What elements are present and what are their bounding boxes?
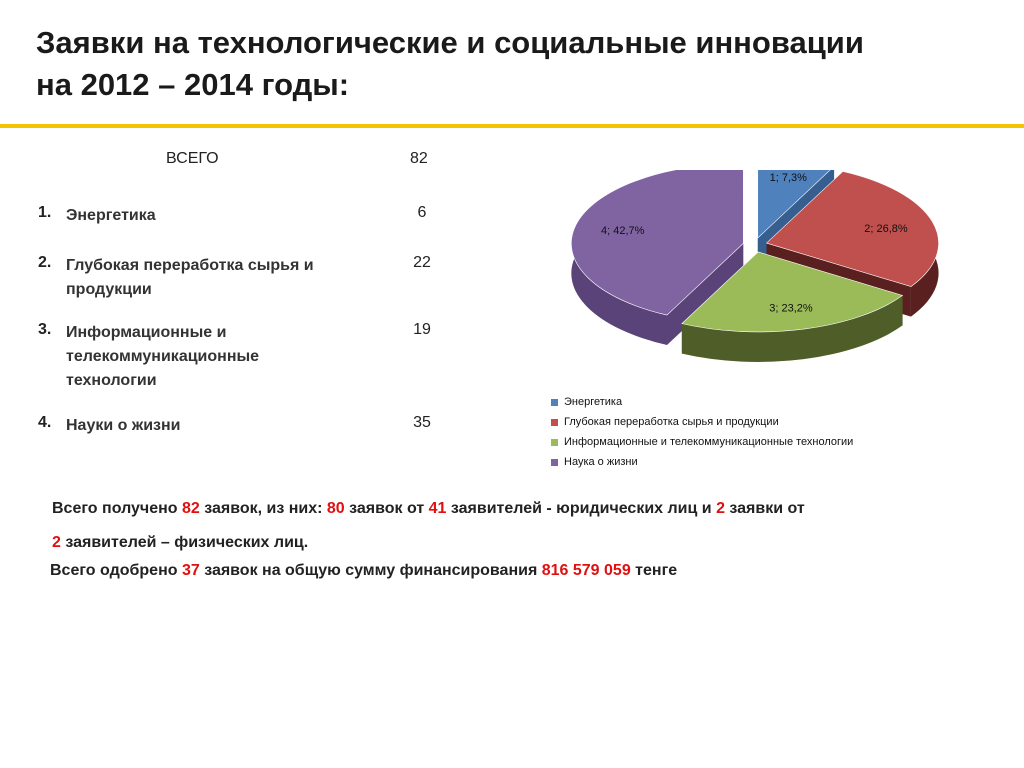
summary-text: заявителей – физических лиц. <box>60 534 309 551</box>
pie-data-label: 2; 26,8% <box>864 222 908 235</box>
total-value: 82 <box>410 150 428 167</box>
row-number: 2. <box>38 254 52 271</box>
pie-data-label: 4; 42,7% <box>601 225 645 238</box>
legend-item <box>551 452 853 472</box>
summary-number: 2 <box>716 500 725 517</box>
summary-text: заявок, из них: <box>199 500 327 517</box>
row-number: 1. <box>38 204 52 221</box>
page-title <box>36 22 936 106</box>
summary-text: тенге <box>630 562 678 579</box>
legend-swatch <box>551 419 558 426</box>
chart-legend <box>551 392 853 472</box>
summary-line-1 <box>52 500 805 518</box>
summary-number: 80 <box>326 500 345 517</box>
row-label: Информационные и телекоммуникационные технологии <box>66 324 260 389</box>
legend-item <box>551 432 853 452</box>
legend-label: Глубокая переработка сырья и продукции <box>564 416 779 428</box>
row-value: 19 <box>413 321 431 338</box>
title-line-2: на 2012 – 2014 годы: <box>36 67 350 102</box>
summary-text: Всего получено <box>52 500 182 517</box>
summary-text: заявки от <box>724 500 805 517</box>
summary-number: 37 <box>181 562 200 579</box>
row-value: 6 <box>417 204 427 221</box>
row-value: 22 <box>413 254 431 271</box>
row-label: Науки о жизни <box>66 417 181 434</box>
legend-swatch <box>551 399 558 406</box>
row-number: 3. <box>38 321 52 338</box>
row-label: Глубокая переработка сырья и продукции <box>66 257 314 298</box>
pie-data-label: 3; 23,2% <box>769 302 813 315</box>
summary-number: 82 <box>181 500 200 517</box>
summary-number: 2 <box>52 534 61 551</box>
summary-text: Всего одобрено <box>50 562 182 579</box>
legend-label: Наука о жизни <box>564 456 638 468</box>
total-label: ВСЕГО <box>166 150 219 167</box>
legend-label: Информационные и телекоммуникационные технологии <box>564 436 854 448</box>
row-value: 35 <box>413 414 431 431</box>
pie-chart <box>560 170 940 395</box>
title-line-1: Заявки на технологические и социальные инновации <box>36 25 864 60</box>
summary-number: 816 579 059 <box>541 562 631 579</box>
summary-line-2 <box>52 534 308 552</box>
title-divider <box>0 124 1024 128</box>
summary-text: заявок от <box>344 500 429 517</box>
legend-label: Энергетика <box>564 396 623 408</box>
row-label: Энергетика <box>66 207 156 224</box>
legend-swatch <box>551 439 558 446</box>
legend-item <box>551 412 853 432</box>
legend-item <box>551 392 853 412</box>
summary-line-3 <box>50 562 677 580</box>
summary-text: заявок на общую сумму финансирования <box>199 562 542 579</box>
summary-text: заявителей - юридических лиц и <box>446 500 717 517</box>
summary-number: 41 <box>428 500 447 517</box>
row-number: 4. <box>38 414 52 431</box>
pie-data-label: 1; 7,3% <box>769 172 807 185</box>
legend-swatch <box>551 459 558 466</box>
